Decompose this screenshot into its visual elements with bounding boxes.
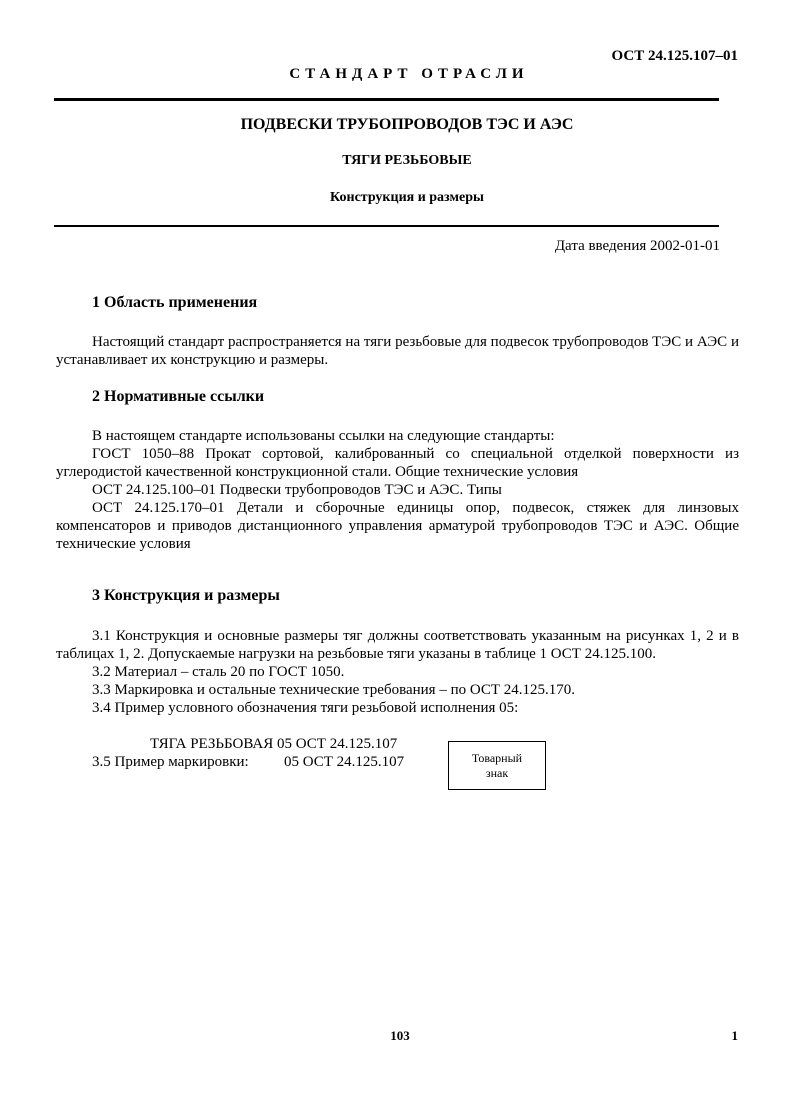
section-1-heading: 1 Область применения [92, 294, 258, 311]
reference-ost-100: ОСТ 24.125.100–01 Подвески трубопроводов ТЭС и АЭС. Типы [92, 482, 502, 498]
section-1-text [56, 333, 739, 369]
references-intro: В настоящем стандарте использованы ссылки на следующие стандарты: [92, 428, 555, 444]
top-rule [54, 98, 719, 101]
introduction-date: Дата введения 2002-01-01 [554, 238, 720, 254]
reference-gost-1050: ГОСТ 1050–88 Прокат сортовой, калиброванный со специальной отделкой поверхности из углеродистой качественной конструкционной стали. Общие технические условия [56, 446, 739, 480]
section-2-heading: 2 Нормативные ссылки [92, 388, 265, 405]
section-1-paragraph: Настоящий стандарт распространяется на тяги резьбовые для подвесок трубопроводов ТЭС и АЭС и устанавливает их конструкцию и размеры. [56, 334, 739, 368]
designation-example: ТЯГА РЕЗЬБОВАЯ 05 ОСТ 24.125.107 [150, 736, 398, 752]
section-3-heading: 3 Конструкция и размеры [92, 587, 280, 604]
sheet-number: 1 [731, 1028, 738, 1043]
trademark-label-line2: знак [485, 765, 509, 780]
paragraph-3-3: 3.3 Маркировка и остальные технические требования – по ОСТ 24.125.170. [92, 682, 576, 698]
trademark-label-line1: Товарный [471, 750, 523, 765]
paragraph-3-2: 3.2 Материал – сталь 20 по ГОСТ 1050. [92, 664, 345, 680]
document-code: ОСТ 24.125.107–01 [611, 48, 738, 64]
marking-example-label: 3.5 Пример маркировки: [92, 754, 249, 770]
standard-series: СТАНДАРТ ОТРАСЛИ [289, 66, 529, 82]
paragraph-3-4: 3.4 Пример условного обозначения тяги резьбовой исполнения 05: [92, 700, 519, 716]
section-3-text [56, 627, 739, 717]
paragraph-3-1: 3.1 Конструкция и основные размеры тяг должны соответствовать указанным на рисунках 1, 2 и в таблицах 1, 2. Допускаемые нагрузки на резьбовые тяги указаны в таблице 1 ОСТ 24.125.100. [56, 628, 739, 662]
title-bottom-rule [54, 225, 719, 227]
reference-ost-170: ОСТ 24.125.170–01 Детали и сборочные единицы опор, подвесок, стяжек для линзовых компенсаторов и приводов дистанционного управления арматурой трубопроводов ТЭС и АЭС. Общие технические условия [56, 500, 739, 552]
marking-example-code: 05 ОСТ 24.125.107 [284, 754, 405, 770]
document-subtitle: ТЯГИ РЕЗЬБОВЫЕ [342, 153, 472, 168]
document-title: ПОДВЕСКИ ТРУБОПРОВОДОВ ТЭС И АЭС [240, 116, 574, 133]
document-subsubtitle: Конструкция и размеры [330, 190, 484, 205]
page-number: 103 [390, 1028, 410, 1043]
trademark-box [448, 741, 546, 790]
section-2-text [56, 427, 739, 553]
